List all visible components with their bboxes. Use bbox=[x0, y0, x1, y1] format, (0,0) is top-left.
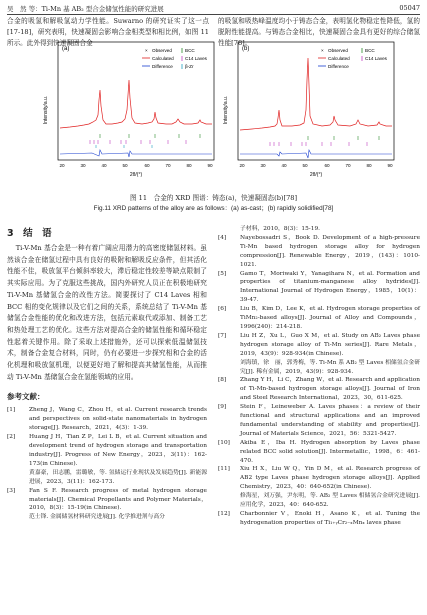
legend-calculated-b: Calculated bbox=[328, 56, 350, 61]
difference-curve-a bbox=[60, 150, 212, 157]
reference-item: [8] Zhang Y H，Li C，Zhang W，et al. Research and application of Ti-Mn-based hydrogen storage alloys[J]. Journal of Iron and Steel Research International，2023，30，611-625. bbox=[218, 377, 420, 402]
reference-item: 刘海镇，徐 丽，郭秀梅，等. Ti-Mn 系 AB₂ 型 Laves 相储氢合金研究[J]. 稀有金属，2019，43(9)：928-934. bbox=[240, 359, 420, 375]
header-page-number: 05047 bbox=[399, 4, 420, 12]
betazr-ticks-a bbox=[96, 145, 152, 148]
y-axis-label-a: Intensity/a.u. bbox=[43, 95, 49, 125]
calculated-pattern-b bbox=[240, 58, 392, 130]
legend-a bbox=[142, 48, 208, 69]
legend-difference: Difference bbox=[152, 64, 173, 69]
panel-label-a: (a) bbox=[62, 46, 70, 52]
x-axis-label-b: 2θ/(°) bbox=[309, 172, 323, 178]
bcc-ticks-b bbox=[308, 136, 379, 140]
legend-difference-b: Difference bbox=[328, 64, 349, 69]
y-axis-label-b: Intensity/a.u. bbox=[223, 95, 229, 125]
right-column bbox=[218, 225, 420, 528]
reference-item: [7] Liu H Z，Xu L，Guo X M，et al. Study on AB₂ Laves phase hydrogen storage alloy of Ti-Mn series[J]. Rare Metals，2019，43(9)：928-934(in Chinese). bbox=[218, 332, 420, 357]
legend-observed-symbol: × bbox=[145, 48, 148, 53]
svg-text:50: 50 bbox=[302, 163, 308, 168]
difference-curve-b bbox=[240, 150, 392, 158]
x-axis-label-a: 2θ/(°) bbox=[129, 172, 143, 178]
x-ticks-a bbox=[59, 163, 213, 168]
xrd-panel-b bbox=[222, 40, 398, 180]
legend-calculated: Calculated bbox=[152, 56, 174, 61]
references-heading: 参考文献： bbox=[7, 392, 45, 402]
svg-text:30: 30 bbox=[80, 163, 86, 168]
c14-ticks-b bbox=[270, 142, 367, 146]
legend-bcc: BCC bbox=[185, 48, 195, 53]
svg-text:20: 20 bbox=[59, 163, 65, 168]
svg-text:20: 20 bbox=[239, 163, 245, 168]
top-right-text: 的吸氢和吸热峰温度均小于铸态合金，表明氢化物稳定性降低，氢的脱附性能提高。与铸态合金相比，快速凝固合金具有更好的综合储氢性能[78]。 bbox=[218, 17, 420, 47]
reference-item: [6] Liu B，Kim D，Lee K，et al. Hydrogen storage properties of TiMn₂-based alloys[J]. Journal of Alloy and Compounds，1996(240)：214-218. bbox=[218, 306, 420, 330]
figure-caption-cn: 图 11 合金的 XRD 图谱：铸态(a)，快速凝固态(b)[78] bbox=[129, 194, 298, 202]
reference-item: [5] Gamo T，Moriwaki Y，Yanagihara N，et al. Formation and properties of titanium-manganese alloy hydrides[J]. International Journal of Hydrogen Energy，1985，10(1)：39-47. bbox=[218, 270, 420, 304]
legend-bcc-b: BCC bbox=[365, 48, 375, 53]
running-header bbox=[7, 4, 420, 15]
section-number: 3 bbox=[7, 228, 14, 239]
left-column bbox=[7, 225, 207, 522]
legend-observed: Observed bbox=[152, 48, 172, 53]
svg-text:90: 90 bbox=[207, 163, 213, 168]
reference-item: [2] Huang J H，Tian Z P，Lei L B，et al. Current situation and development trend of hydrogen storage and transportation industry[J]. Progress of New Energy，2023，3(11)：162-173(in Chinese). bbox=[7, 434, 207, 467]
x-ticks-b bbox=[239, 163, 393, 168]
top-left-text: 合金的吸氢和解吸氢动力学性能。Suwarno 的研究证实了这一点[17-18]，研究表明，快速凝固会影响合金相类型和相比例，如图 11 所示。此外得到快速凝固合金 bbox=[7, 17, 209, 47]
xrd-panel-a bbox=[42, 40, 218, 180]
reference-item: [3] Fan S F. Research progress of metal hydrogen storage materials[J]. Chemical Propellants and Polymer Materials，2010，8(3)：15-19(in Chinese). bbox=[7, 487, 207, 512]
conclusion-paragraph: Ti-V-Mn 基合金是一种有着广阔应用潜力的高密度储氢材料。虽然该合金在储氢过程中具有良好的吸附和解吸反应条件，但其活化性能不佳，吸放氢平台倾斜率较大，滞后稳定性较差等缺点限制了其实际应用。为了克服这些挑战，国内外研究人员正在积极地研究 Ti-V-Mn 基储氢合金的改性方法。简要探讨了 C14 Laves 相和 BCC 相的变化规律以及它们之间的关系，系统总结了 Ti-V-Mn 基储氢合金性能的优化和改进方法，包括元素取代或添加、制备工艺和热处理工艺的优化。这些方法对提高合金的储氢性能和循环稳定性起着关键作用。除了采取上述措施外，还可以探索低温储氢技术，制备合金复合材料，同时，仍有必要进一步探究相和合金的活化机理和吸放氢机理，以便更好地了解和提高其储氢性能，从而推动 Ti-V-Mn 基储氢合金在氢能领域的应用。 bbox=[7, 244, 207, 381]
legend-b bbox=[318, 48, 388, 69]
reference-item: [12] Charbonnier V，Enoki H，Asano K，et al. Tuning the hydrogenation properties of Ti₁₊ᵧCr₂₋ₓMnₓ laves phase bbox=[218, 511, 420, 526]
c14-ticks-a bbox=[90, 140, 186, 144]
legend-betazr: β-Zr bbox=[185, 64, 194, 69]
reference-item: 修海星，刘万强，尹东明，等. AB₂ 型 Laves 相储氢合金研究进展[J]. 应用化学，2023，40：640-652. bbox=[240, 493, 420, 509]
section-heading bbox=[7, 225, 207, 239]
reference-item: [11] Xiu H X，Liu W Q，Yin D M，et al. Research progress of AB2 type Laves phase hydrogen storage alloys[J]. Applied Chemistry，2023，40：640-652(in Chinese). bbox=[218, 466, 420, 491]
references-list-left bbox=[7, 406, 207, 522]
header-authors-title: 吴 然 等：Ti-Mn 基 AB₂ 型合金储氢性能的研究进展 bbox=[7, 5, 164, 13]
svg-text:40: 40 bbox=[101, 163, 107, 168]
svg-text:70: 70 bbox=[345, 163, 351, 168]
reference-item: [9] Stein F，Leineweber A. Laves phases：a review of their functional and structural applications and an improved fundamental understanding of stability and properties[J]. Journal of Materials Science，2021，56：5321-5427. bbox=[218, 404, 420, 437]
svg-text:80: 80 bbox=[186, 163, 192, 168]
calculated-pattern-a bbox=[60, 80, 212, 128]
svg-text:80: 80 bbox=[366, 163, 372, 168]
svg-text:70: 70 bbox=[165, 163, 171, 168]
svg-text:30: 30 bbox=[260, 163, 266, 168]
legend-c14: C14 Laves bbox=[185, 56, 207, 61]
figure-caption-en: Fig.11 XRD patterns of the alloy are as follows：(a) as-cast；(b) rapidly solidified[78] bbox=[93, 205, 334, 212]
reference-item: 黄嘉豪，田志鹏，雷璐敏，等. 氢储运行业现状及发展趋势[J]. 新能源进展，2023，3(11)：162-173. bbox=[29, 469, 207, 485]
legend-c14-b: C14 Laves bbox=[365, 56, 387, 61]
legend-observed-b: Observed bbox=[328, 48, 348, 53]
reference-item: [1] Zheng J，Wang C，Zhou H，et al. Current research trends and perspectives on solid-state nanomaterials in hydrogen storage[J]. Research，2021，4(3)：1-39. bbox=[7, 407, 207, 432]
reference-item: [10] Akiba E，Iba H. Hydrogen absorption by Laves phase related BCC solid solution[J]. Intermetallic，1998，6：461-470. bbox=[218, 439, 420, 464]
panel-label-b: (b) bbox=[242, 46, 250, 52]
reference-item: 子材料，2010，8(3)：15-19. bbox=[240, 226, 320, 232]
section-title: 结 语 bbox=[23, 228, 52, 239]
svg-text:90: 90 bbox=[387, 163, 393, 168]
svg-text:60: 60 bbox=[144, 163, 150, 168]
reference-item: [4] Nayebossadri S，Book D. Development of a high-pressure Ti-Mn based hydrogen storage alloy for hydrogen compression[J]. Renewable Energy，2019，(143)：1010-1021. bbox=[218, 234, 420, 268]
svg-text:50: 50 bbox=[122, 163, 128, 168]
svg-text:60: 60 bbox=[324, 163, 330, 168]
legend-observed-symbol-b: × bbox=[321, 48, 324, 53]
reference-item: 范士锋. 金属储氢材料研究进展[J]. 化学推进剂与高分 bbox=[29, 514, 165, 521]
svg-text:40: 40 bbox=[281, 163, 287, 168]
bcc-ticks-a bbox=[100, 134, 200, 138]
